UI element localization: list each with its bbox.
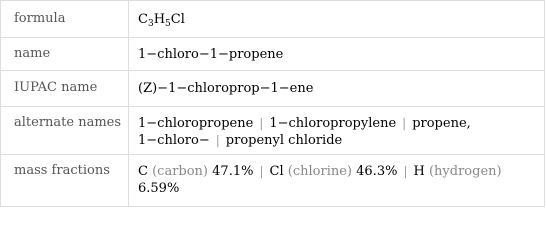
iupac-value: (Z)−1−chloroprop−1−ene	[129, 71, 545, 107]
element-name: (carbon)	[152, 164, 209, 179]
element-symbol: Cl	[269, 164, 284, 179]
element-name: (hydrogen)	[428, 164, 502, 179]
name-value: 1−chloro−1−propene	[129, 38, 545, 71]
formula-subscript-5: 5	[165, 19, 171, 29]
element-symbol: H	[413, 164, 425, 179]
separator: |	[403, 164, 408, 178]
separator: |	[259, 116, 264, 130]
formula-part-c: C	[138, 12, 148, 27]
element-percent: 47.1%	[212, 164, 254, 179]
alternate-name: propene,	[412, 116, 471, 131]
formula-value	[129, 1, 545, 38]
alternate-name: propenyl chloride	[225, 133, 343, 148]
mass-fractions-label: mass fractions	[1, 155, 129, 207]
element-name: (chlorine)	[287, 164, 352, 179]
element-percent: 46.3%	[356, 164, 398, 179]
separator: |	[215, 133, 220, 147]
alternate-name: 1−chloropropene	[138, 116, 254, 131]
formula-part-cl: Cl	[170, 12, 185, 27]
name-row	[1, 38, 545, 71]
separator: |	[259, 164, 264, 178]
separator: |	[402, 116, 407, 130]
formula-subscript-3: 3	[147, 19, 154, 29]
alternate-names-value	[129, 107, 545, 155]
element-percent: 6.59%	[138, 181, 180, 196]
mass-fractions-value	[129, 155, 545, 207]
formula-row	[1, 1, 545, 38]
iupac-label: IUPAC name	[1, 71, 129, 107]
formula-part-h: H	[153, 12, 166, 27]
alternate-name: 1−chloro−	[138, 133, 210, 148]
iupac-row	[1, 71, 545, 107]
mass-fractions-row	[1, 155, 545, 207]
element-symbol: C	[138, 164, 148, 179]
name-label: name	[1, 38, 129, 71]
alternate-name: 1−chloropropylene	[269, 116, 397, 131]
formula-label: formula	[1, 1, 129, 38]
alternate-names-label: alternate names	[1, 107, 129, 155]
alternate-names-row	[1, 107, 545, 155]
